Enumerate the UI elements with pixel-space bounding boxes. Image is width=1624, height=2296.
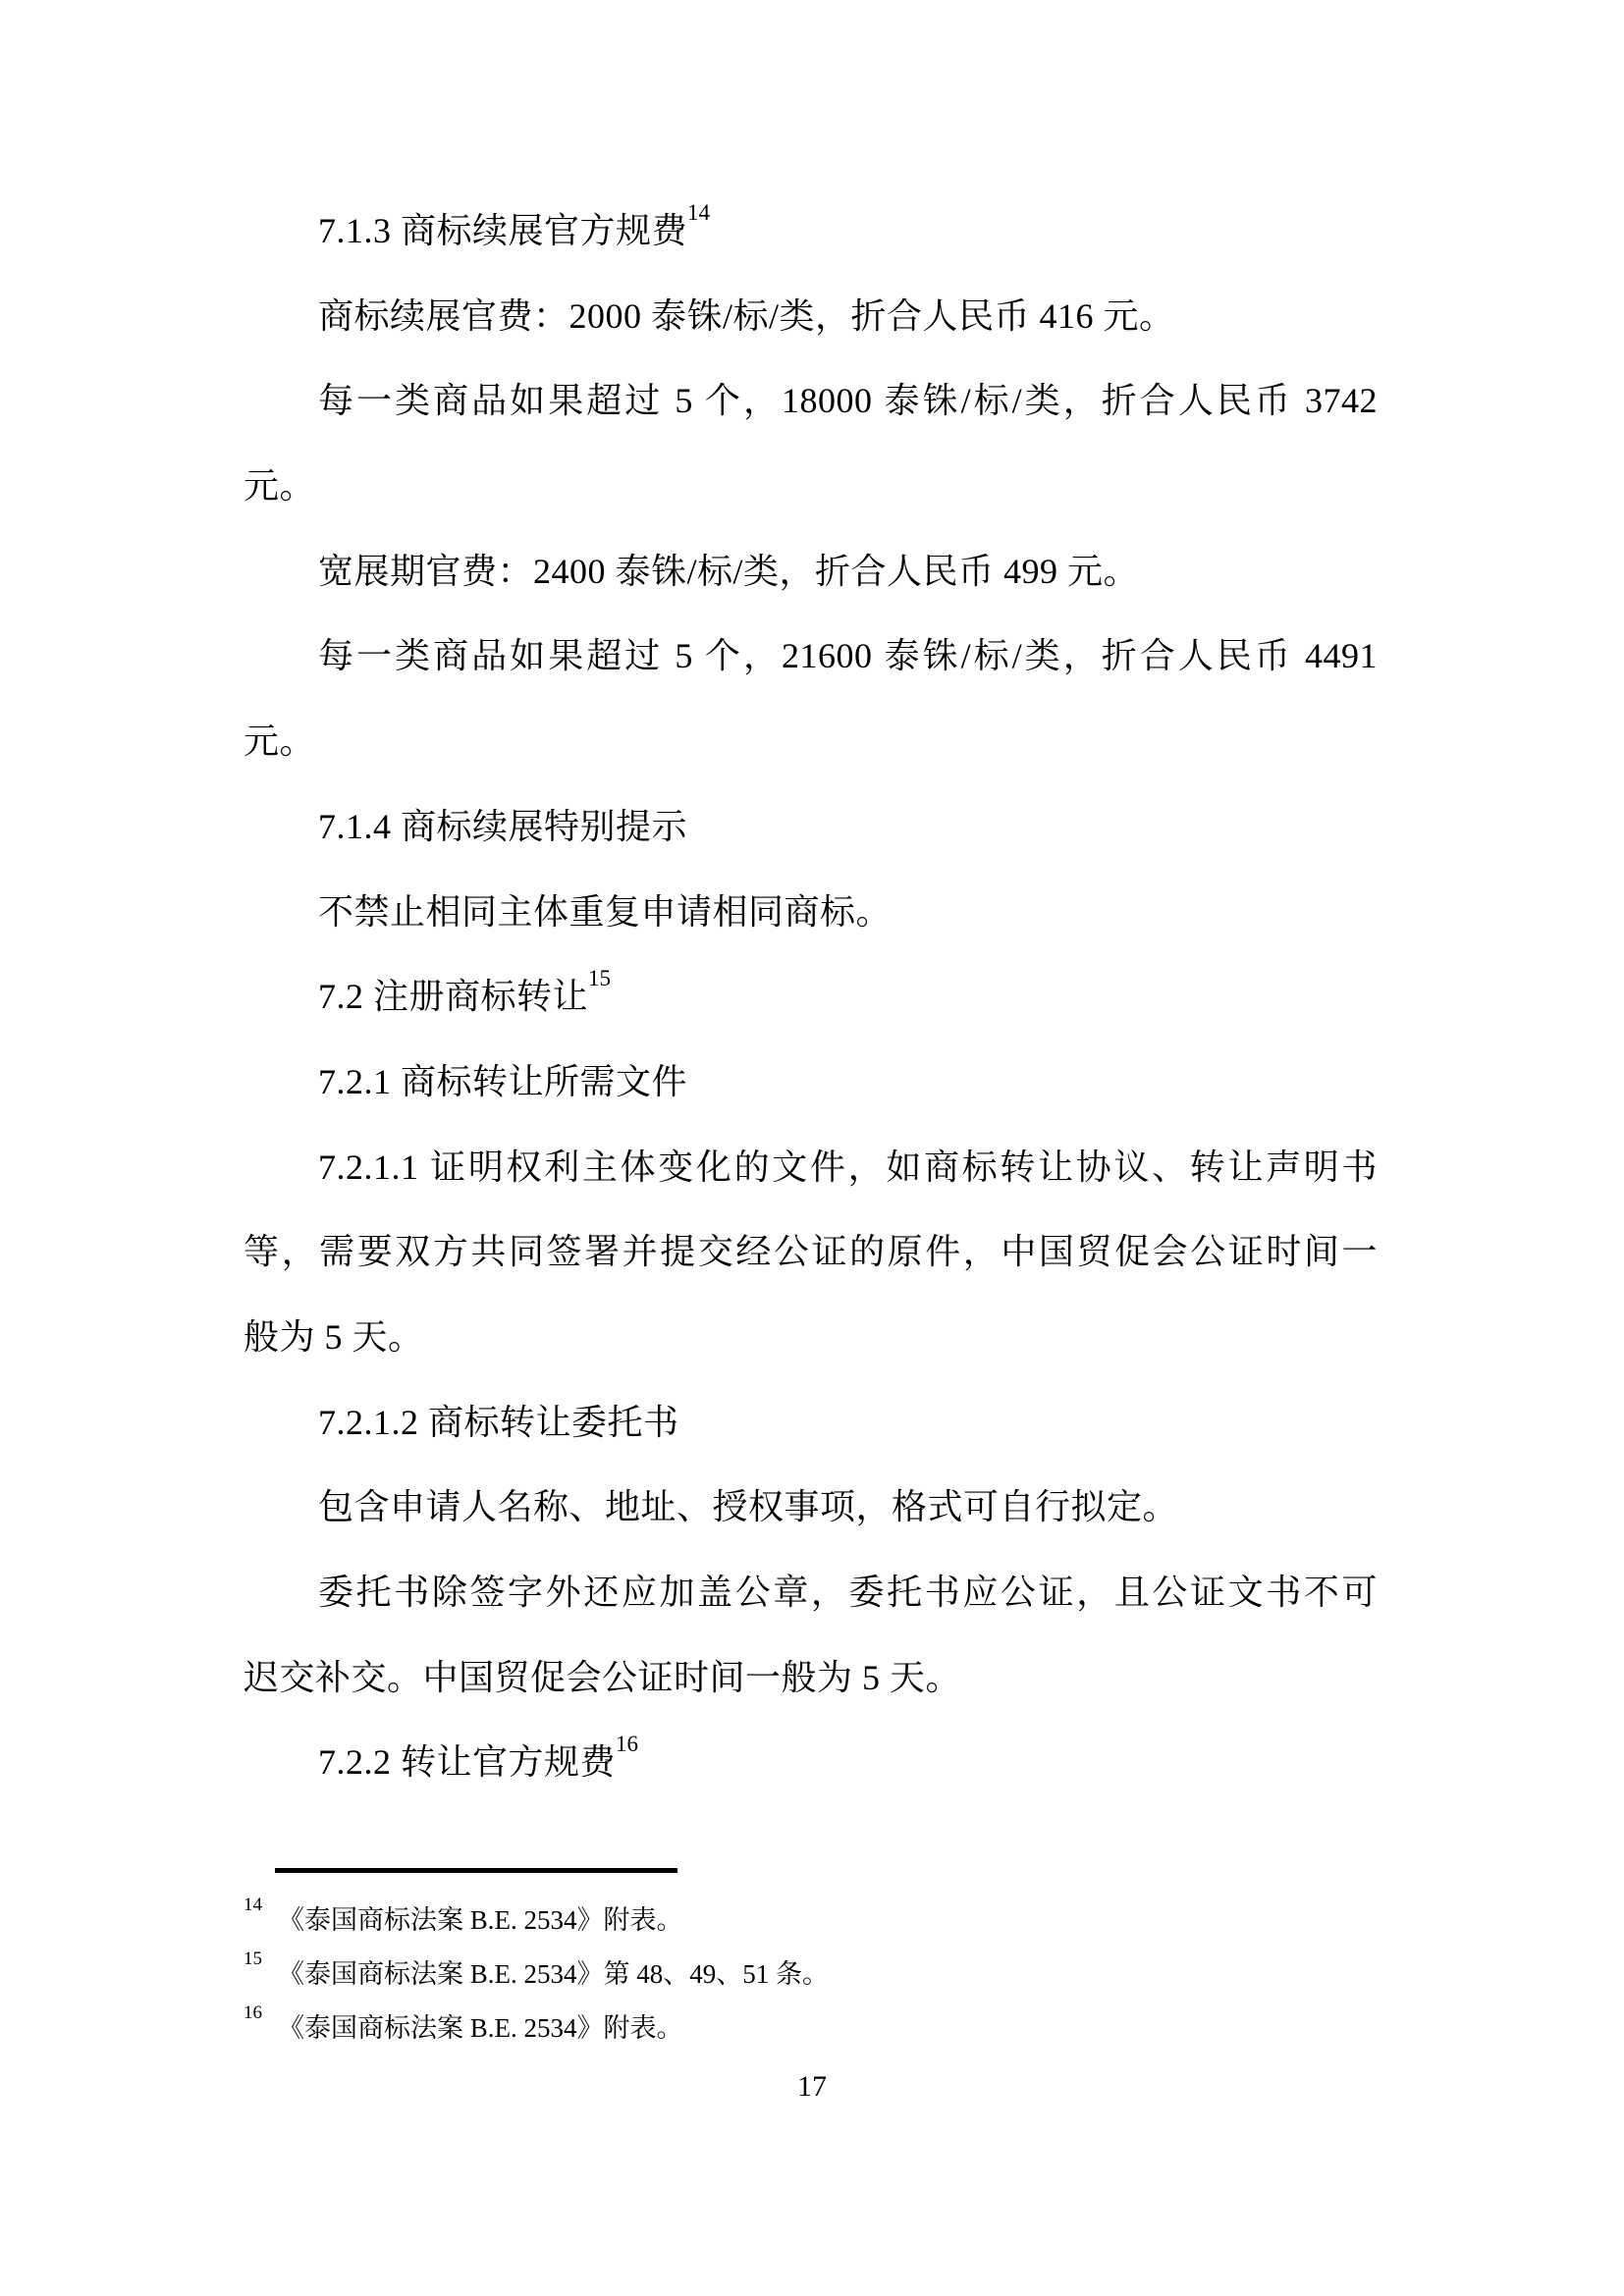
footnote-separator bbox=[275, 1868, 677, 1873]
paragraph-text: 包含申请人名称、地址、授权事项，格式可自行拟定。 bbox=[318, 1487, 1179, 1527]
paragraph-text: 元。 bbox=[244, 721, 316, 762]
heading-7-2-1 bbox=[244, 1040, 1378, 1125]
paragraph-line bbox=[244, 529, 1378, 614]
footnote-marker: 15 bbox=[244, 1949, 262, 1970]
footnote-ref-14: 14 bbox=[687, 199, 711, 225]
paragraph-text: 迟交补交。中国贸促会公证时间一般为 5 天。 bbox=[244, 1657, 962, 1697]
paragraph-line bbox=[244, 1635, 1378, 1721]
heading-text: 7.2.1 商标转让所需文件 bbox=[318, 1061, 688, 1101]
paragraph-line bbox=[244, 1465, 1378, 1550]
footnote-marker: 16 bbox=[244, 2002, 262, 2024]
footnotes-section bbox=[244, 1894, 1378, 2056]
page-number: 17 bbox=[797, 2070, 827, 2103]
paragraph-line bbox=[244, 870, 1378, 955]
heading-7-1-3 bbox=[244, 188, 1378, 274]
paragraph-text: 7.2.1.1 证明权利主体变化的文件，如商标转让协议、转让声明书 bbox=[318, 1147, 1378, 1187]
paragraph-text: 委托书除签字外还应加盖公章，委托书应公证，且公证文书不可 bbox=[318, 1573, 1378, 1612]
footnote-text: 《泰国商标法案 B.E. 2534》第 48、49、51 条。 bbox=[278, 1959, 830, 1989]
paragraph-text: 每一类商品如果超过 5 个，18000 泰铢/标/类，折合人民币 3742 bbox=[318, 381, 1378, 421]
paragraph-line bbox=[244, 1209, 1378, 1295]
heading-7-2-2 bbox=[244, 1720, 1378, 1805]
heading-text: 7.1.3 商标续展官方规费 bbox=[318, 211, 688, 250]
paragraph-line bbox=[244, 1125, 1378, 1210]
heading-7-1-4 bbox=[244, 784, 1378, 870]
paragraph-text: 不禁止相同主体重复申请相同商标。 bbox=[318, 891, 893, 932]
paragraph-line bbox=[244, 614, 1378, 699]
footnote-ref-15: 15 bbox=[588, 965, 612, 990]
footnote-15 bbox=[244, 1948, 1378, 2002]
paragraph-line bbox=[244, 1550, 1378, 1635]
footnote-14 bbox=[244, 1894, 1378, 1948]
heading-7-2 bbox=[244, 954, 1378, 1040]
heading-text: 7.2.1.2 商标转让委托书 bbox=[318, 1402, 679, 1442]
heading-text: 7.2 注册商标转让 bbox=[318, 977, 589, 1017]
paragraph-text: 般为 5 天。 bbox=[244, 1316, 424, 1357]
paragraph-line bbox=[244, 274, 1378, 359]
paragraph-text: 每一类商品如果超过 5 个，21600 泰铢/标/类，折合人民币 4491 bbox=[318, 636, 1378, 676]
heading-text: 7.2.2 转让官方规费 bbox=[318, 1742, 617, 1783]
footnote-text: 《泰国商标法案 B.E. 2534》附表。 bbox=[278, 2013, 683, 2043]
heading-7-2-1-2 bbox=[244, 1380, 1378, 1466]
paragraph-line bbox=[244, 358, 1378, 444]
footnote-16 bbox=[244, 2002, 1378, 2056]
heading-text: 7.1.4 商标续展特别提示 bbox=[318, 806, 688, 846]
paragraph-line bbox=[244, 444, 1378, 529]
footnote-ref-16: 16 bbox=[616, 1732, 639, 1757]
paragraph-text: 商标续展官费：2000 泰铢/标/类，折合人民币 416 元。 bbox=[318, 295, 1175, 336]
paragraph-text: 等，需要双方共同签署并提交经公证的原件，中国贸促会公证时间一 bbox=[244, 1232, 1378, 1272]
paragraph-text: 元。 bbox=[244, 466, 316, 507]
document-body bbox=[244, 188, 1378, 1805]
footnote-text: 《泰国商标法案 B.E. 2534》附表。 bbox=[278, 1905, 683, 1935]
paragraph-line bbox=[244, 699, 1378, 784]
footnote-marker: 14 bbox=[244, 1895, 262, 1916]
paragraph-line bbox=[244, 1295, 1378, 1380]
paragraph-text: 宽展期官费：2400 泰铢/标/类，折合人民币 499 元。 bbox=[318, 551, 1140, 591]
